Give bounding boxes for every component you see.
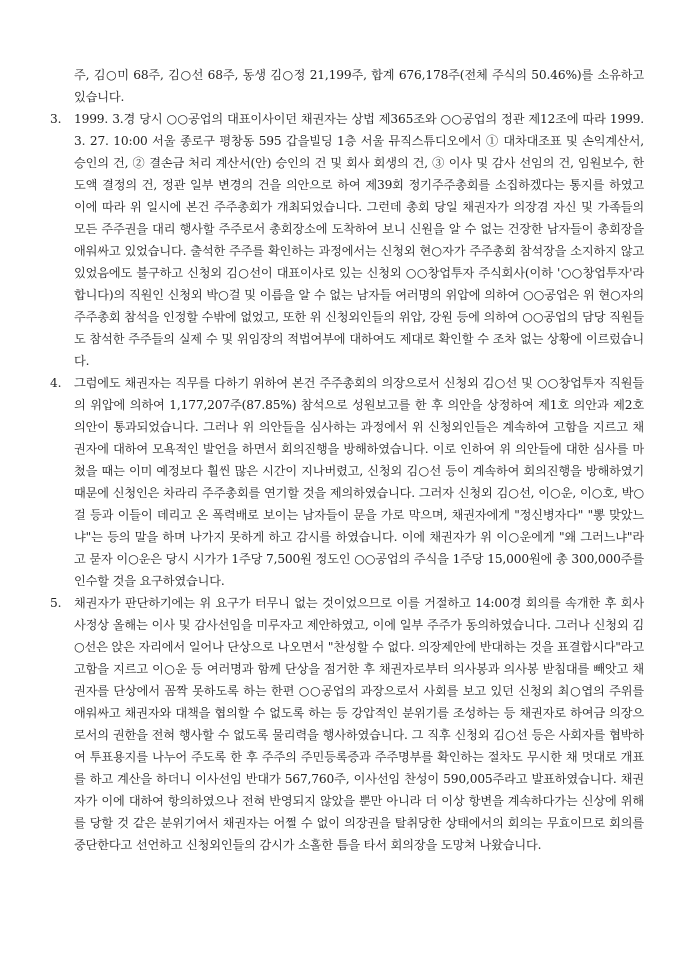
paragraph-text: 1999. 3.경 당시 ○○공업의 대표이사이던 채권자는 상법 제365조와 ○○공업의 정관 제12조에 따라 1999. 3. 27. 10:00 서울 종로구 평창동 595 갑을빌딩 1층 서울 뮤직스튜디오에서 ① 대차대조표 및 손익계산서, 승인의 건, ② 결손금 처리 계산서(안) 승인의 건 및 회사 회생의 건, ③ 이사 및 감사 선임의 건, 임원보수, 한도액 결정의 건, 정관 일부 변경의 건을 의안으로 하여 제39회 정기주주총회를 소집하겠다는 통지를 하였고 이에 따라 위 일시에 본건 주주총회가 개최되었습니다. 그런데 총회 당일 채권자가 의장겸 자신 및 가족들의 모든 주주권을 대리 행사할 주주로서 총회장소에 도착하여 보니 신원을 알 수 없는 건장한 남자들이 총회장을 애워싸고 있었습니다. 출석한 주주를 확인하는 과정에서는 신청외 현○자가 주주총회 참석장을 소지하지 않고 있었음에도 불구하고 신청외 김○선이 대표이사로 있는 신청외 ○○창업투자 주식회사(이하 '○○창업투자'라 합니다)의 직원인 신청외 박○걸 및 이름을 알 수 없는 남자들 여러명의 위압에 의하여 ○○공업은 위 현○자의 주주총회 참석을 인정할 수밖에 없었고, 또한 위 신청외인들의 위압, 강원 등에 의하여 ○○공업의 담당 직원들도 참석한 주주들의 실제 수 및 위임장의 적법여부에 대하여도 제대로 확인할 수 조차 없는 상황에 이르렀습니다. bbox=[74, 112, 644, 368]
paragraph-3 bbox=[44, 108, 644, 372]
paragraph-text: 채권자가 판단하기에는 위 요구가 터무니 없는 것이었으므로 이를 거절하고 14:00경 회의를 속개한 후 회사 사정상 올해는 이사 및 감사선임을 미루자고 제안하였고, 이에 일부 주주가 동의하였습니다. 그러나 신청외 김○선은 앉은 자리에서 일어나 단상으로 나오면서 "찬성할 수 없다. 의장제안에 반대하는 것을 표결합시다"라고 고함을 지르고 이○운 등 여러명과 함께 단상을 점거한 후 채권자로부터 의사봉과 의사봉 받침대를 빼앗고 채권자를 단상에서 꼼짝 못하도록 하는 한편 ○○공업의 과장으로서 사회를 보고 있던 신청외 최○엽의 주위를 애워싸고 채권자와 대책을 협의할 수 없도록 하는 등 강압적인 분위기를 조성하는 등 채권자로 하여금 의장으로서의 권한을 전혀 행사할 수 없도록 물리력을 행사하였습니다. 그 직후 신청외 김○선 등은 사회자를 협박하여 투표용지를 나누어 주도록 한 후 주주의 주민등록증과 주주명부를 확인하는 절차도 무시한 채 멋대로 개표를 하고 계산을 하더니 이사선임 반대가 567,760주, 이사선임 찬성이 590,005주라고 발표하였습니다. 채권자가 이에 대하여 항의하였으나 전혀 반영되지 않았을 뿐만 아니라 더 이상 항변을 계속하다가는 신상에 위해를 당할 것 같은 분위기여서 채권자는 어쩔 수 없이 의장권을 탈취당한 상태에서의 회의는 무효이므로 회의를 중단한다고 선언하고 신청외인들의 감시가 소홀한 틈을 타서 회의장을 도망쳐 나왔습니다. bbox=[74, 596, 644, 852]
paragraph-text: 주, 김○미 68주, 김○선 68주, 동생 김○정 21,199주, 합계 676,178주(전체 주식의 50.46%)를 소유하고 있습니다. bbox=[74, 68, 644, 104]
document-body bbox=[44, 64, 644, 856]
paragraph-5 bbox=[44, 592, 644, 856]
paragraph-number: 5. bbox=[50, 596, 62, 610]
paragraph-text: 그럼에도 채권자는 직무를 다하기 위하여 본건 주주총회의 의장으로서 신청외 김○선 및 ○○창업투자 직원들의 위압에 의하여 1,177,207주(87.85%) 참석으로 성원보고를 한 후 의안을 상정하여 제1호 의안과 제2호 의안이 통과되었습니다. 그러나 위 의안들을 심사하는 과정에서 위 신청외인들은 계속하여 고함을 지르고 채권자에 대하여 모욕적인 발언을 하면서 회의진행을 방해하였습니다. 이로 인하여 위 의안들에 대한 심사를 마쳤을 때는 이미 예정보다 훨씬 많은 시간이 지나버렸고, 신청외 김○선 등이 계속하여 회의진행을 방해하였기 때문에 신청인은 차라리 주주총회를 연기할 것을 제의하였습니다. 그러자 신청외 김○선, 이○운, 이○호, 박○걸 등과 이들이 데리고 온 폭력배로 보이는 남자들이 문을 가로 막으며, 채권자에게 "정신병자다" "뽕 맞았느냐"는 등의 말을 하며 나가지 못하게 하고 감시를 하였습니다. 이에 채권자가 위 이○운에게 "왜 그러느냐"라고 묻자 이○운은 당시 시가가 1주당 7,500원 정도인 ○○공업의 주식을 1주당 15,000원에 총 300,000주를 인수할 것을 요구하였습니다. bbox=[74, 376, 644, 588]
paragraph-4 bbox=[44, 372, 644, 592]
paragraph-number: 3. bbox=[50, 112, 62, 126]
paragraph-continued bbox=[44, 64, 644, 108]
paragraph-number: 4. bbox=[50, 376, 62, 390]
